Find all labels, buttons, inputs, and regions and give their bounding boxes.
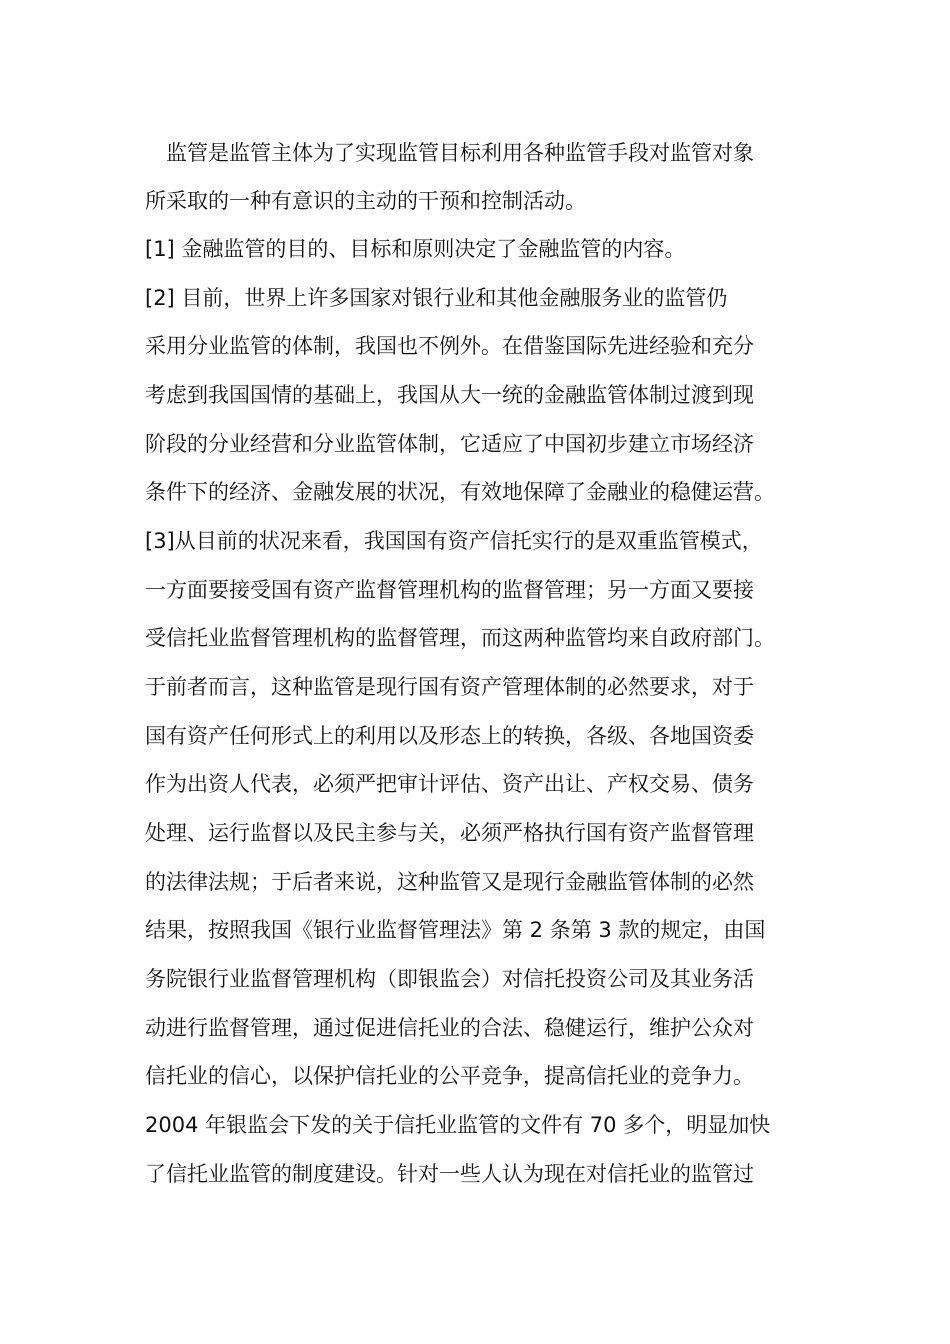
text-line: 考虑到我国国情的基础上，我国从大一统的金融监管体制过渡到现: [145, 383, 754, 407]
text-line: 监管是监管主体为了实现监管目标利用各种监管手段对监管对象: [145, 141, 754, 165]
text-line: 信托业的信心，以保护信托业的公平竞争，提高信托业的竞争力。: [145, 1064, 754, 1088]
text-line: 处理、运行监督以及民主参与关，必须严格执行国有资产监督管理: [145, 821, 754, 845]
text-line: [2] 目前，世界上许多国家对银行业和其他金融服务业的监管仍: [145, 286, 728, 310]
text-line: 于前者而言，这种监管是现行国有资产管理体制的必然要求，对于: [145, 675, 754, 699]
text-line: 阶段的分业经营和分业监管体制，它适应了中国初步建立市场经济: [145, 432, 754, 456]
text-line: 条件下的经济、金融发展的状况，有效地保障了金融业的稳健运营。: [145, 480, 775, 504]
text-line: 受信托业监督管理机构的监督管理，而这两种监管均来自政府部门。: [145, 626, 775, 650]
text-line: 结果，按照我国《银行业监督管理法》第 2 条第 3 款的规定，由国: [145, 918, 766, 942]
text-line: 的法律法规；于后者来说，这种监管又是现行金融监管体制的必然: [145, 870, 754, 894]
text-line: [1] 金融监管的目的、目标和原则决定了金融监管的内容。: [145, 237, 686, 261]
text-line: 动进行监督管理，通过促进信托业的合法、稳健运行，维护公众对: [145, 1016, 754, 1040]
text-line: 采用分业监管的体制，我国也不例外。在借鉴国际先进经验和充分: [145, 334, 754, 358]
text-line: 务院银行业监督管理机构（即银监会）对信托投资公司及其业务活: [145, 967, 754, 991]
text-line: 国有资产任何形式上的利用以及形态上的转换，各级、各地国资委: [145, 724, 754, 748]
text-line: 一方面要接受国有资产监督管理机构的监督管理；另一方面又要接: [145, 578, 754, 602]
text-line: [3]从目前的状况来看，我国国有资产信托实行的是双重监管模式，: [145, 529, 763, 553]
text-line: 了信托业监管的制度建设。针对一些人认为现在对信托业的监管过: [145, 1162, 754, 1186]
text-line: 所采取的一种有意识的主动的干预和控制活动。: [145, 189, 586, 213]
text-line: 作为出资人代表，必须严把审计评估、资产出让、产权交易、债务: [145, 772, 754, 796]
text-line: 2004 年银监会下发的关于信托业监管的文件有 70 多个，明显加快: [145, 1113, 771, 1137]
